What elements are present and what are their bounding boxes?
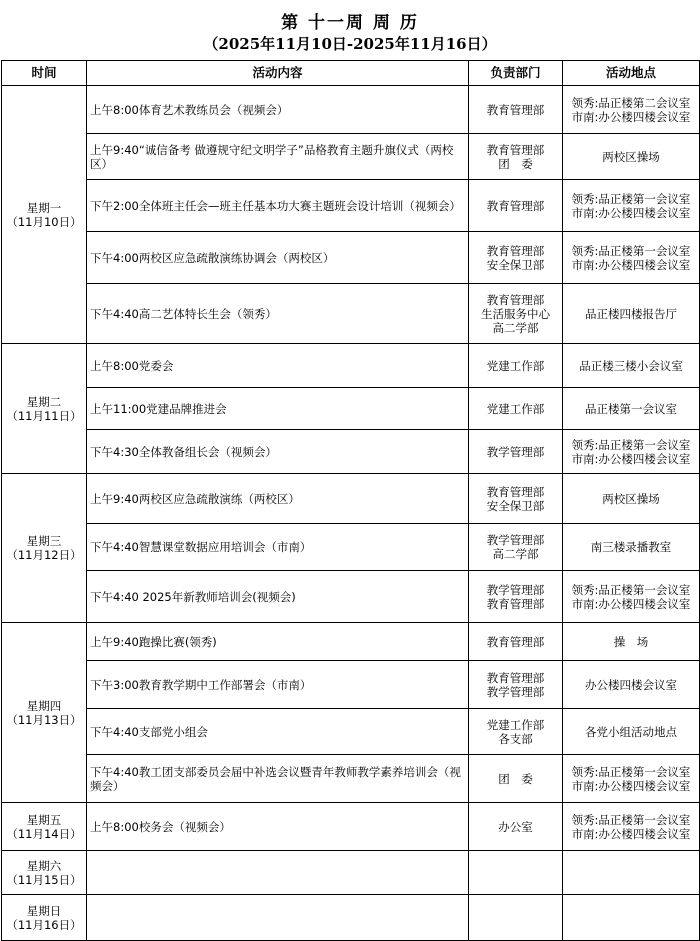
table-row — [2, 180, 700, 232]
activity-content: 上午9:40“诚信备考 做遵规守纪文明学子”品格教育主题升旗仪式（两校区） — [87, 134, 469, 180]
day-name: 星期二 — [26, 394, 62, 409]
activity-content — [87, 895, 469, 941]
table-row — [2, 474, 700, 524]
responsible-dept: 教育管理部 — [469, 180, 563, 232]
header-time: 时间 — [2, 61, 87, 86]
activity-location: 品正楼第一会议室 — [563, 388, 700, 430]
table-row — [2, 134, 700, 180]
page-subtitle: （2025年11月10日-2025年11月16日） — [203, 35, 497, 53]
table-row — [2, 755, 700, 803]
day-date: （11月15日） — [6, 872, 82, 887]
header-location: 活动地点 — [563, 61, 700, 86]
day-name: 星期四 — [26, 698, 62, 713]
responsible-dept: 教育管理部 团 委 — [469, 134, 563, 180]
activity-location: 办公楼四楼会议室 — [563, 661, 700, 709]
activity-content: 下午3:00教育教学期中工作部署会（市南） — [87, 661, 469, 709]
table-row — [2, 388, 700, 430]
responsible-dept: 党建工作部 各支部 — [469, 709, 563, 755]
activity-location — [563, 895, 700, 941]
responsible-dept: 教学管理部 高二学部 — [469, 524, 563, 571]
activity-content: 下午4:40 2025年新教师培训会(视频会) — [87, 571, 469, 623]
responsible-dept: 教育管理部 安全保卫部 — [469, 474, 563, 524]
day-date: （11月16日） — [6, 917, 82, 932]
responsible-dept: 教学管理部 教育管理部 — [469, 571, 563, 623]
activity-content: 下午4:40教工团支部委员会届中补选会议暨青年教师教学素养培训会（视频会） — [87, 755, 469, 803]
responsible-dept: 教育管理部 — [469, 86, 563, 134]
responsible-dept: 党建工作部 — [469, 344, 563, 388]
activity-content: 上午8:00党委会 — [87, 344, 469, 388]
table-row — [2, 709, 700, 755]
activity-content: 下午4:00两校区应急疏散演练协调会（两校区） — [87, 232, 469, 284]
schedule-table — [1, 60, 700, 941]
day-date: （11月14日） — [6, 826, 82, 841]
activity-location — [563, 851, 700, 895]
day-name: 星期六 — [26, 858, 62, 873]
activity-content: 下午2:00全体班主任会—班主任基本功大赛主题班会设计培训（视频会） — [87, 180, 469, 232]
table-row — [2, 803, 700, 851]
responsible-dept: 党建工作部 — [469, 388, 563, 430]
day-date: （11月10日） — [6, 214, 82, 229]
table-row — [2, 895, 700, 941]
responsible-dept — [469, 895, 563, 941]
table-row — [2, 661, 700, 709]
responsible-dept: 教育管理部 安全保卫部 — [469, 232, 563, 284]
day-date: （11月11日） — [6, 408, 82, 423]
table-row — [2, 344, 700, 388]
day-cell — [2, 623, 87, 803]
day-name: 星期日 — [26, 903, 62, 918]
activity-location: 领秀:品正楼第一会议室 市南:办公楼四楼会议室 — [563, 803, 700, 851]
activity-content: 上午8:00校务会（视频会） — [87, 803, 469, 851]
day-cell — [2, 474, 87, 623]
table-row — [2, 524, 700, 571]
day-cell — [2, 344, 87, 474]
page-title: 第 十一周 周 历 — [281, 13, 419, 33]
day-date: （11月13日） — [6, 712, 82, 727]
activity-location: 领秀:品正楼第一会议室 市南:办公楼四楼会议室 — [563, 430, 700, 474]
header-row — [2, 61, 700, 86]
activity-content: 下午4:40支部党小组会 — [87, 709, 469, 755]
responsible-dept: 教育管理部 教学管理部 — [469, 661, 563, 709]
activity-location: 两校区操场 — [563, 134, 700, 180]
activity-content: 下午4:40高二艺体特长生会（领秀） — [87, 284, 469, 344]
activity-content: 上午11:00党建品牌推进会 — [87, 388, 469, 430]
activity-location: 操 场 — [563, 623, 700, 661]
activity-content: 上午9:40两校区应急疏散演练（两校区） — [87, 474, 469, 524]
table-row — [2, 851, 700, 895]
table-row — [2, 232, 700, 284]
day-name: 星期三 — [26, 534, 62, 548]
activity-location: 领秀:品正楼第一会议室 市南:办公楼四楼会议室 — [563, 571, 700, 623]
responsible-dept: 教学管理部 — [469, 430, 563, 474]
activity-content — [87, 851, 469, 895]
responsible-dept: 教育管理部 — [469, 623, 563, 661]
activity-location: 各党小组活动地点 — [563, 709, 700, 755]
table-row — [2, 86, 700, 134]
activity-location: 南三楼录播教室 — [563, 524, 700, 571]
table-row — [2, 571, 700, 623]
activity-content: 下午4:40智慧课堂数据应用培训会（市南） — [87, 524, 469, 571]
activity-content: 下午4:30全体教备组长会（视频会） — [87, 430, 469, 474]
activity-location: 领秀:品正楼第二会议室 市南:办公楼四楼会议室 — [563, 86, 700, 134]
schedule-body — [2, 86, 700, 941]
activity-content: 上午9:40跑操比赛(领秀) — [87, 623, 469, 661]
responsible-dept: 教育管理部 生活服务中心 高二学部 — [469, 284, 563, 344]
responsible-dept: 团 委 — [469, 755, 563, 803]
activity-location: 领秀:品正楼第一会议室 市南:办公楼四楼会议室 — [563, 180, 700, 232]
day-cell — [2, 803, 87, 851]
activity-content: 上午8:00体育艺术教练员会（视频会） — [87, 86, 469, 134]
day-name: 星期一 — [26, 200, 62, 215]
activity-location: 领秀:品正楼第一会议室 市南:办公楼四楼会议室 — [563, 755, 700, 803]
table-row — [2, 430, 700, 474]
responsible-dept: 办公室 — [469, 803, 563, 851]
responsible-dept — [469, 851, 563, 895]
activity-location: 品正楼四楼报告厅 — [563, 284, 700, 344]
activity-location: 品正楼三楼小会议室 — [563, 344, 700, 388]
day-date: （11月12日） — [6, 548, 82, 562]
day-cell — [2, 86, 87, 344]
day-cell — [2, 851, 87, 895]
header-dept: 负责部门 — [469, 61, 563, 86]
activity-location: 领秀:品正楼第一会议室 市南:办公楼四楼会议室 — [563, 232, 700, 284]
header-content: 活动内容 — [87, 61, 469, 86]
day-name: 星期五 — [26, 812, 62, 827]
table-row — [2, 284, 700, 344]
table-row — [2, 623, 700, 661]
activity-location: 两校区操场 — [563, 474, 700, 524]
day-cell — [2, 895, 87, 941]
